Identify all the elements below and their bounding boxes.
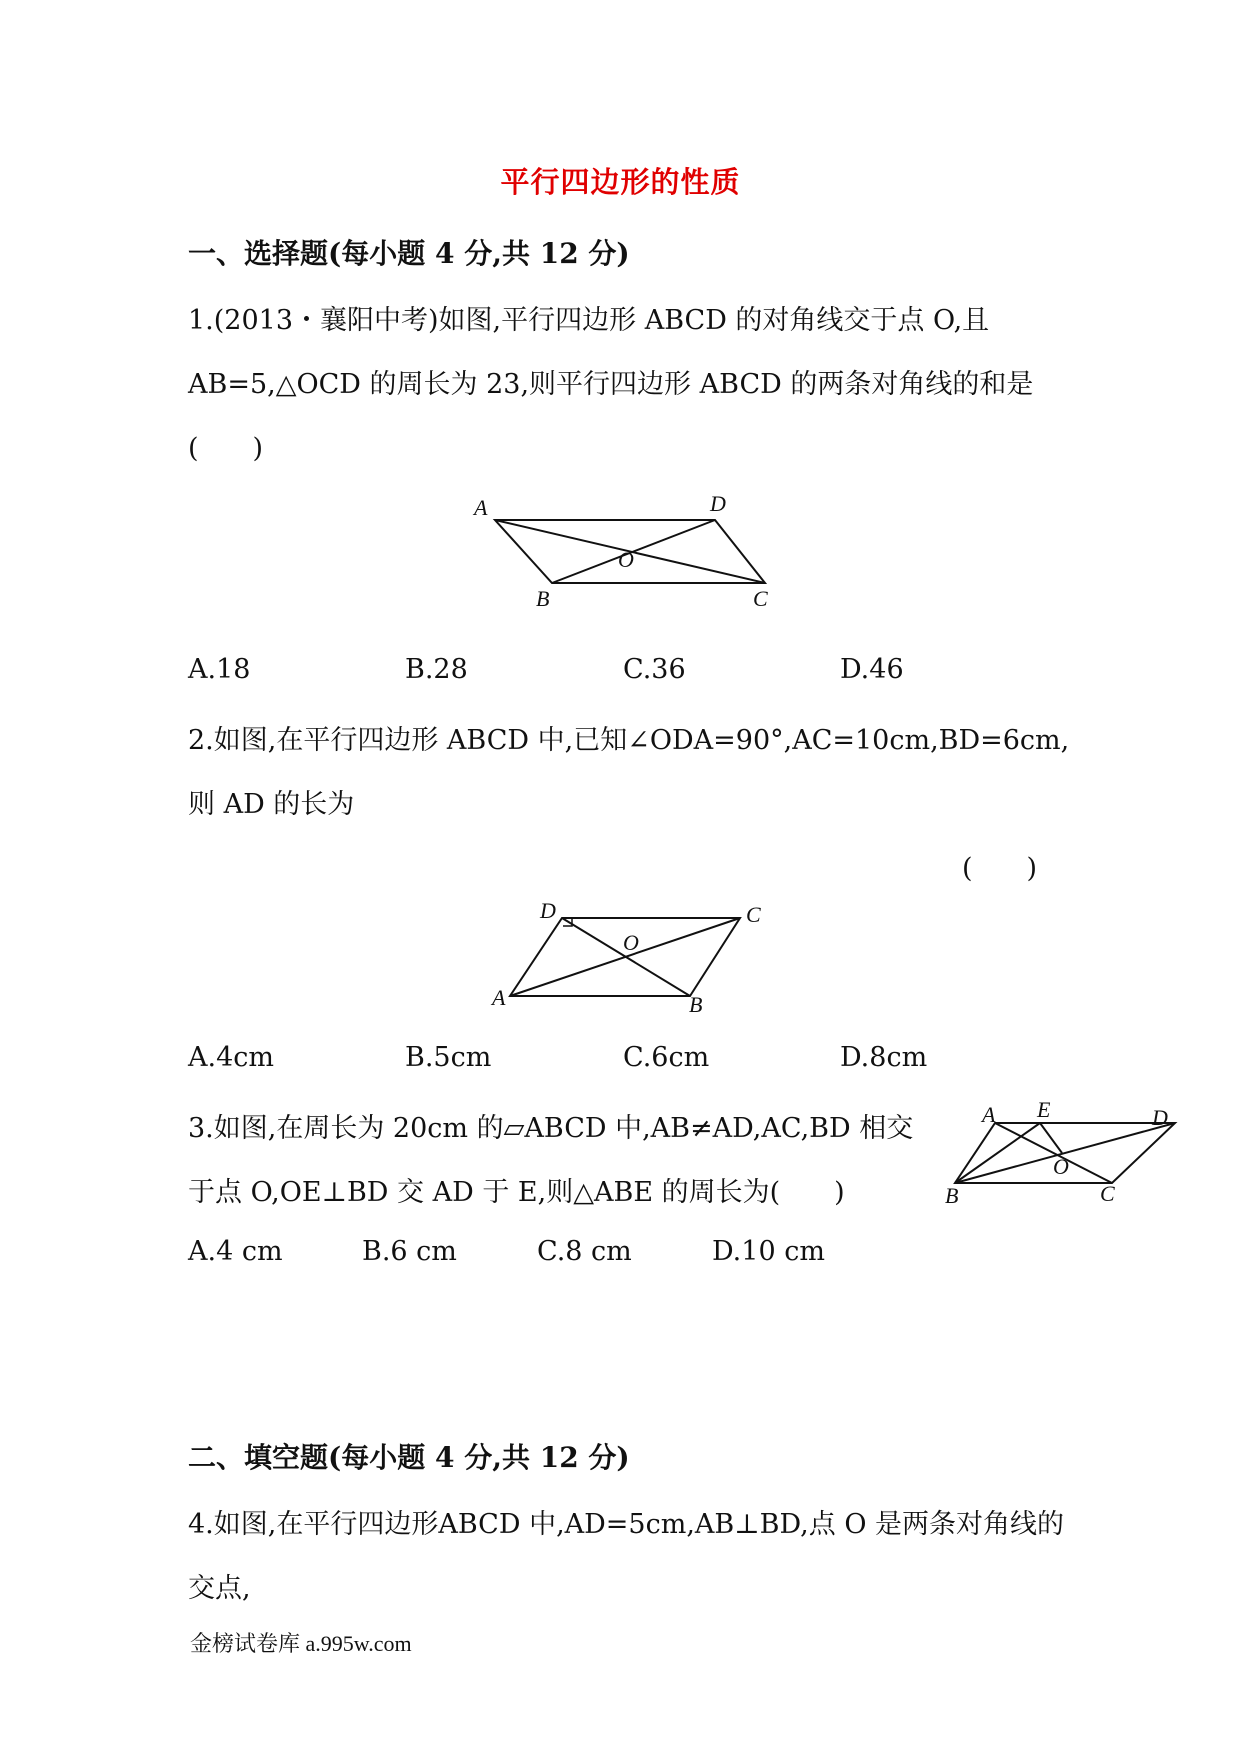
q1-option-a: A.18 xyxy=(188,654,251,685)
q3-label-a: A xyxy=(982,1102,996,1127)
q1-option-c: C.36 xyxy=(623,654,686,685)
footer-source: 金榜试卷库 a.995w.com xyxy=(190,1631,412,1656)
q2-option-d: D.8cm xyxy=(840,1042,928,1073)
q2-line-1: 2.如图,在平行四边形 ABCD 中,已知∠ODA=90°,AC=10cm,BD=6cm, xyxy=(188,725,1070,756)
q2-label-o: O xyxy=(623,930,639,955)
q2-option-c: C.6cm xyxy=(623,1042,710,1073)
page-title: 平行四边形的性质 xyxy=(500,165,741,199)
q3-parallelogram-figure xyxy=(940,1098,1180,1208)
q2-option-b: B.5cm xyxy=(405,1042,492,1073)
q1-parallelogram-figure xyxy=(470,490,790,615)
q1-label-d: D xyxy=(710,491,726,516)
q1-line-2: AB=5,△OCD 的周长为 23,则平行四边形 ABCD 的两条对角线的和是 xyxy=(188,369,1034,400)
q4-line-1: 4.如图,在平行四边形ABCD 中,AD=5cm,AB⊥BD,点 O 是两条对角线的 xyxy=(188,1509,1065,1540)
q3-label-b: B xyxy=(945,1183,959,1208)
q1-label-o: O xyxy=(618,547,634,572)
q3-label-c: C xyxy=(1100,1181,1115,1206)
q2-parallelogram-figure xyxy=(490,898,780,1018)
q3-line-2: 于点 O,OE⊥BD 交 AD 于 E,则△ABE 的周长为( ) xyxy=(188,1177,845,1208)
q1-label-b: B xyxy=(536,586,550,611)
q2-label-a: A xyxy=(492,985,506,1010)
q1-option-b: B.28 xyxy=(405,654,468,685)
q1-answer-bracket: ( ) xyxy=(188,433,264,464)
q2-label-c: C xyxy=(746,902,761,927)
q3-label-d: D xyxy=(1152,1105,1168,1130)
q4-line-2: 交点, xyxy=(188,1573,251,1604)
q2-line-2: 则 AD 的长为 xyxy=(188,789,355,820)
section-heading-choice: 一、选择题(每小题 4 分,共 12 分) xyxy=(188,237,630,270)
q3-option-d: D.10 cm xyxy=(712,1236,825,1267)
q3-option-b: B.6 cm xyxy=(362,1236,457,1267)
q1-label-c: C xyxy=(753,586,768,611)
section-heading-fill: 二、填空题(每小题 4 分,共 12 分) xyxy=(188,1441,630,1474)
q2-answer-bracket: ( ) xyxy=(962,853,1038,884)
q3-label-o: O xyxy=(1053,1154,1069,1179)
q3-line-1: 3.如图,在周长为 20cm 的▱ABCD 中,AB≠AD,AC,BD 相交 xyxy=(188,1113,914,1144)
q1-option-d: D.46 xyxy=(840,654,904,685)
q1-line-1: 1.(2013・襄阳中考)如图,平行四边形 ABCD 的对角线交于点 O,且 xyxy=(188,305,990,336)
q3-label-e: E xyxy=(1037,1098,1051,1122)
q2-label-b: B xyxy=(689,992,703,1017)
q1-label-a: A xyxy=(474,495,488,520)
q3-segment-be xyxy=(955,1123,1040,1183)
q2-option-a: A.4cm xyxy=(188,1042,274,1073)
q3-option-c: C.8 cm xyxy=(537,1236,632,1267)
q2-label-d: D xyxy=(540,898,556,923)
q3-option-a: A.4 cm xyxy=(188,1236,283,1267)
